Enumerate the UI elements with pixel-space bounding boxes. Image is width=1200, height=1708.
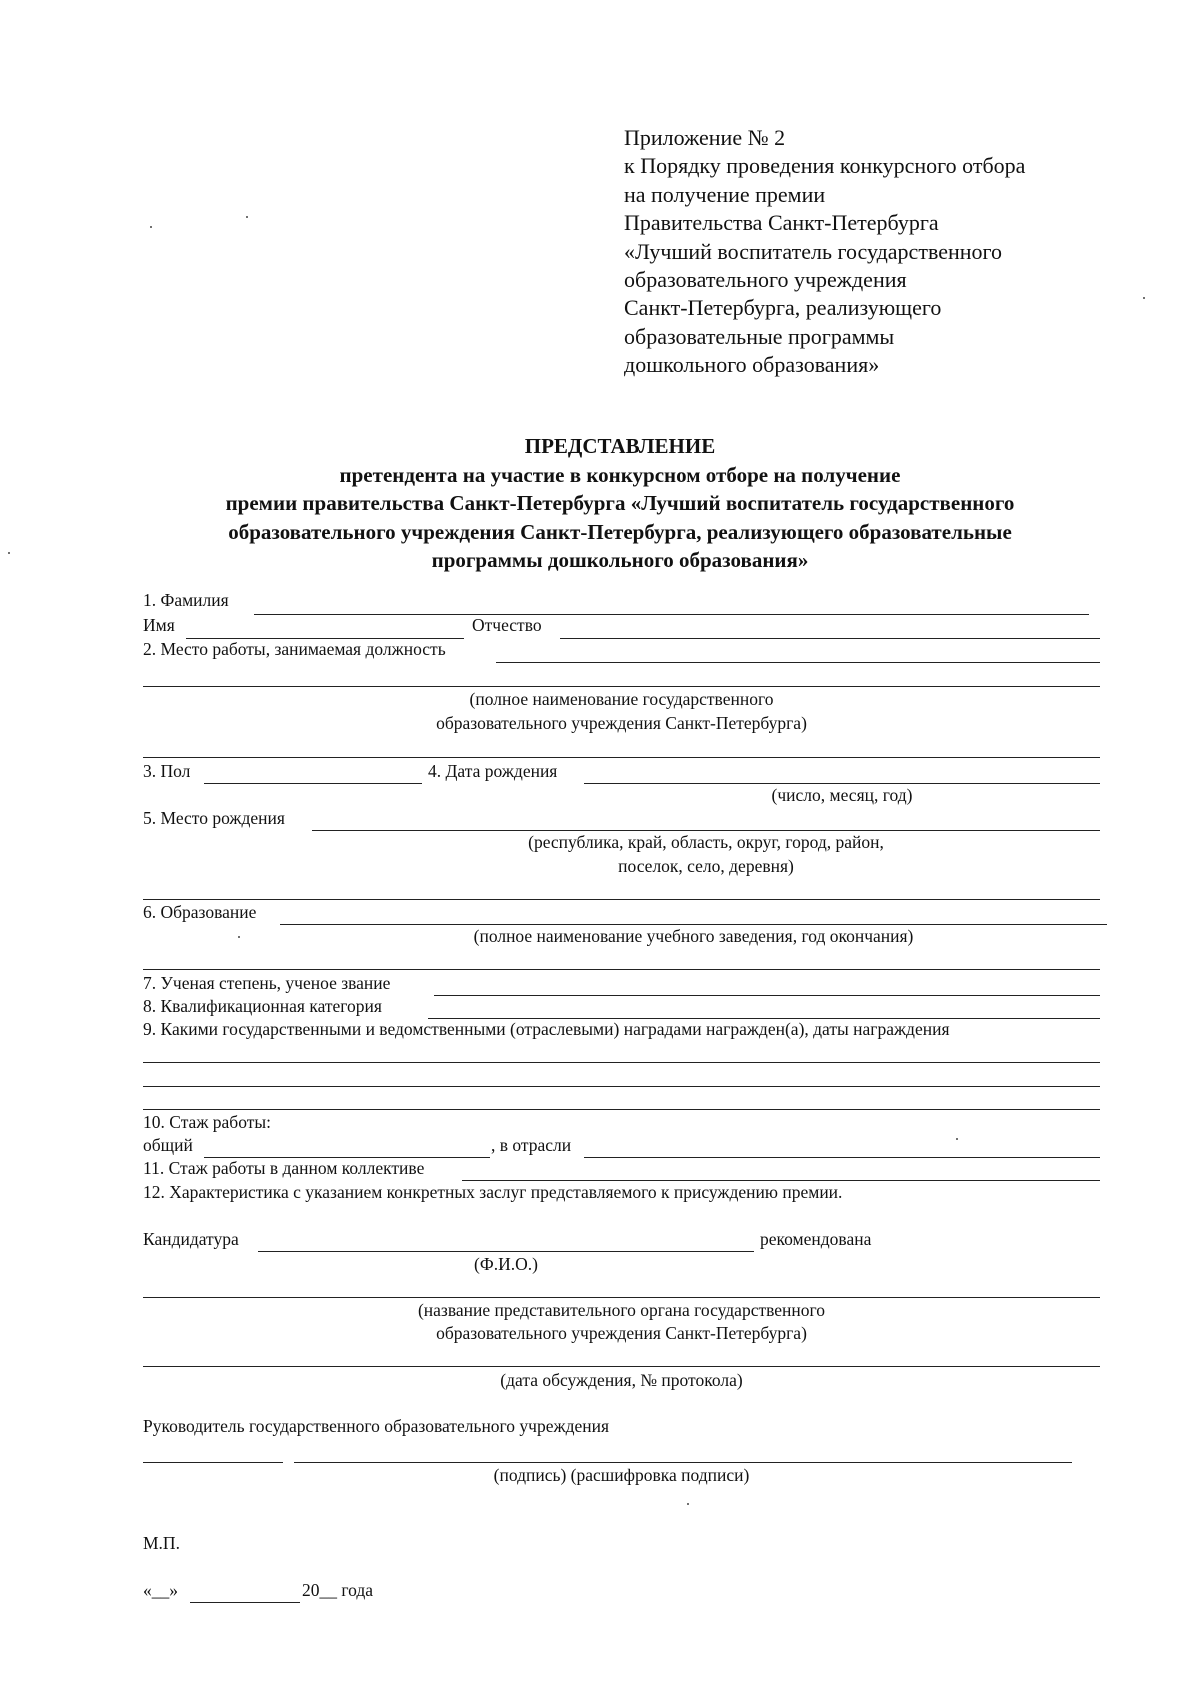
scan-speck <box>150 226 152 228</box>
birth-date-line[interactable] <box>584 783 1100 784</box>
candidacy-label: Кандидатура <box>143 1229 239 1249</box>
date-year: 20__ года <box>302 1580 374 1600</box>
surname-label: 1. Фамилия <box>143 590 229 610</box>
scan-speck <box>8 552 10 554</box>
workplace-line[interactable] <box>496 662 1100 663</box>
degree-line[interactable] <box>434 995 1100 996</box>
education-line-2[interactable] <box>143 969 1100 970</box>
birth-place-line[interactable] <box>312 830 1100 831</box>
scan-speck <box>1143 297 1145 299</box>
appendix-line: Санкт-Петербурга, реализующего <box>624 295 942 321</box>
title-line: образовательного учреждения Санкт-Петербурга, реализующего образовательные <box>228 519 1012 544</box>
birth-date-hint: (число, месяц, год) <box>771 785 913 805</box>
stamp-label: М.П. <box>143 1533 180 1553</box>
signature-decoding-line[interactable] <box>294 1462 1072 1463</box>
awards-line[interactable] <box>143 1086 1100 1087</box>
sex-line[interactable] <box>204 783 422 784</box>
title-line: программы дошкольного образования» <box>431 548 809 572</box>
education-label: 6. Образование <box>143 902 257 922</box>
awards-line[interactable] <box>143 1062 1100 1063</box>
patronymic-line[interactable] <box>560 638 1100 639</box>
appendix-line: к Порядку проведения конкурсного отбора <box>624 153 1026 179</box>
appendix-line: образовательные программы <box>624 323 895 349</box>
surname-line[interactable] <box>254 614 1089 615</box>
birth-place-hint: (республика, край, область, округ, город, район, <box>528 832 884 852</box>
title-line: претендента на участие в конкурсном отборе на получение <box>339 462 901 487</box>
date-day: «__» <box>143 1580 178 1600</box>
scan-speck <box>238 936 240 938</box>
education-hint: (полное наименование учебного заведения, год окончания) <box>473 926 914 946</box>
awards-label: 9. Какими государственными и ведомственными (отраслевыми) наградами награжден(а), даты награждения <box>143 1019 950 1039</box>
workplace-hint: (полное наименование государственного <box>469 689 774 709</box>
experience-team-line[interactable] <box>462 1180 1100 1181</box>
appendix-line: Приложение № 2 <box>624 125 786 150</box>
scan-speck <box>246 216 248 218</box>
signature-line[interactable] <box>143 1462 283 1463</box>
scan-speck <box>687 1503 689 1505</box>
name-label: Имя <box>143 615 175 635</box>
workplace-line-3[interactable] <box>143 757 1100 758</box>
workplace-label: 2. Место работы, занимаемая должность <box>143 639 446 659</box>
characteristic-label: 12. Характеристика с указанием конкретных заслуг представляемого к присуждению премии. <box>143 1182 843 1202</box>
recommended-label: рекомендована <box>760 1229 872 1249</box>
signature-hint: (подпись) (расшифровка подписи) <box>493 1465 750 1485</box>
experience-total-label: общий <box>143 1135 193 1155</box>
appendix-line: образовательного учреждения <box>624 267 907 293</box>
birth-date-label: 4. Дата рождения <box>428 761 558 781</box>
appendix-block <box>624 124 1025 380</box>
experience-team-label: 11. Стаж работы в данном коллективе <box>143 1158 425 1178</box>
birth-place-line-2[interactable] <box>143 899 1100 900</box>
birth-place-hint: поселок, село, деревня) <box>618 856 794 876</box>
protocol-hint: (дата обсуждения, № протокола) <box>500 1370 743 1390</box>
head-label: Руководитель государственного образовательного учреждения <box>143 1416 610 1436</box>
category-label: 8. Квалификационная категория <box>143 996 382 1016</box>
scan-speck <box>956 1138 958 1140</box>
education-line[interactable] <box>280 924 1107 925</box>
workplace-hint: образовательного учреждения Санкт-Петербурга) <box>436 713 807 733</box>
experience-industry-line[interactable] <box>584 1157 1100 1158</box>
patronymic-label: Отчество <box>472 615 542 635</box>
awards-line[interactable] <box>143 1109 1100 1110</box>
organ-hint: (название представительного органа государственного <box>417 1300 826 1320</box>
appendix-line: «Лучший воспитатель государственного <box>624 238 1002 264</box>
experience-label: 10. Стаж работы: <box>143 1112 271 1132</box>
sex-label: 3. Пол <box>143 761 191 781</box>
title-line: ПРЕДСТАВЛЕНИЕ <box>524 434 716 458</box>
appendix-line: Правительства Санкт-Петербурга <box>624 210 939 236</box>
workplace-line-2[interactable] <box>143 686 1100 687</box>
title-line: премии правительства Санкт-Петербурга «Лучший воспитатель государственного <box>225 491 1015 515</box>
document-title <box>150 432 1090 575</box>
organ-line[interactable] <box>143 1297 1100 1298</box>
candidacy-line[interactable] <box>258 1251 754 1252</box>
birth-place-label: 5. Место рождения <box>143 808 285 828</box>
date-month-line[interactable] <box>190 1602 300 1603</box>
appendix-line: на получение премии <box>624 181 826 207</box>
degree-label: 7. Ученая степень, ученое звание <box>143 973 391 993</box>
appendix-line: дошкольного образования» <box>624 352 880 378</box>
experience-industry-label: , в отрасли <box>491 1135 572 1155</box>
fio-hint: (Ф.И.О.) <box>474 1254 538 1274</box>
protocol-line[interactable] <box>143 1366 1100 1367</box>
organ-hint: образовательного учреждения Санкт-Петербурга) <box>436 1323 807 1343</box>
